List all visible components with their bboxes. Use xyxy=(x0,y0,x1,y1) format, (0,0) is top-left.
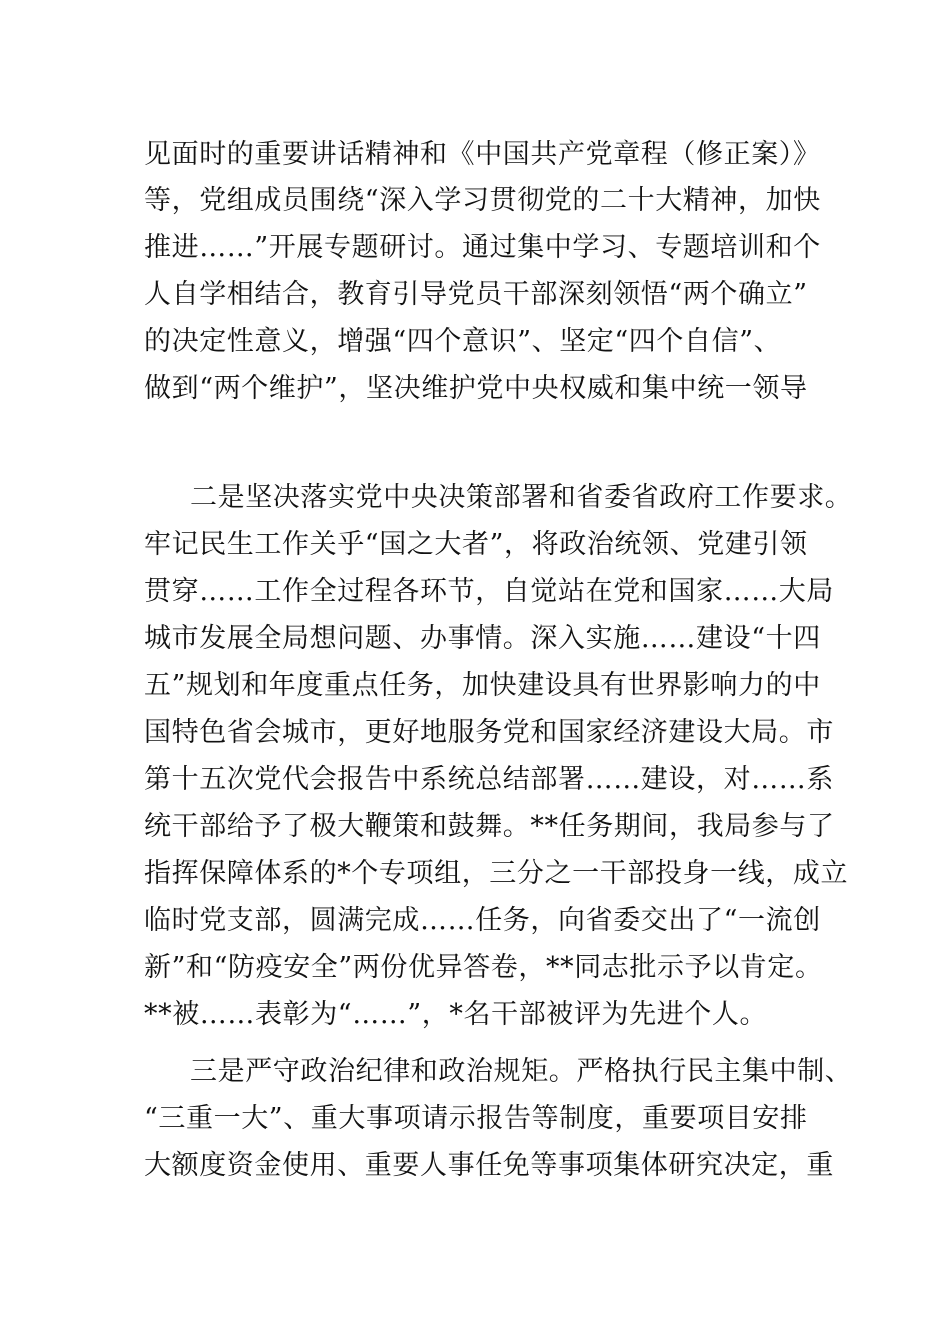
paragraph-2-line-11: 新”和“防疫安全”两份优异答卷，**同志批示予以肯定。 xyxy=(144,952,823,983)
paragraph-2-line-8: 统干部给予了极大鞭策和鼓舞。**任务期间，我局参与了 xyxy=(144,811,835,842)
paragraph-2-line-9: 指挥保障体系的*个专项组，三分之一干部投身一线，成立 xyxy=(144,858,849,889)
paragraph-2-line-1: 二是坚决落实党中央决策部署和省委省政府工作要求。 xyxy=(190,482,853,513)
paragraph-2-line-6: 国特色省会城市，更好地服务党和国家经济建设大局。市 xyxy=(144,717,834,748)
paragraph-2-line-7: 第十五次党代会报告中系统总结部署……建设，对……系 xyxy=(144,764,834,795)
paragraph-3-line-2: “三重一大”、重大事项请示报告等制度，重要项目安排 xyxy=(144,1103,808,1134)
paragraph-1-line-3: 推进……”开展专题研讨。通过集中学习、专题培训和个 xyxy=(144,232,821,263)
paragraph-2-line-3: 贯穿……工作全过程各环节，自觉站在党和国家……大局 xyxy=(144,576,834,607)
paragraph-2-line-2: 牢记民生工作关乎“国之大者”，将政治统领、党建引领 xyxy=(144,529,808,560)
paragraph-1-line-4: 人自学相结合，教育引导党员干部深刻领悟“两个确立” xyxy=(144,279,808,310)
paragraph-1-line-5: 的决定性意义，增强“四个意识”、坚定“四个自信”、 xyxy=(144,326,782,357)
paragraph-2-line-4: 城市发展全局想问题、办事情。深入实施……建设“十四 xyxy=(144,623,821,654)
paragraph-1-line-2: 等，党组成员围绕“深入学习贯彻党的二十大精神，加快 xyxy=(144,185,821,216)
paragraph-3-line-3: 大额度资金使用、重要人事任免等事项集体研究决定，重 xyxy=(144,1150,834,1181)
paragraph-1-line-1: 见面时的重要讲话精神和《中国共产党章程（修正案）》 xyxy=(144,139,821,170)
paragraph-2-line-12: **被……表彰为“……”，*名干部被评为先进个人。 xyxy=(144,999,768,1030)
paragraph-3-line-1: 三是严守政治纪律和政治规矩。严格执行民主集中制、 xyxy=(190,1056,853,1087)
paragraph-2-line-5: 五”规划和年度重点任务，加快建设具有世界影响力的中 xyxy=(144,670,821,701)
paragraph-2-line-10: 临时党支部，圆满完成……任务，向省委交出了“一流创 xyxy=(144,905,821,936)
paragraph-1-line-6: 做到“两个维护”，坚决维护党中央权威和集中统一领导 xyxy=(144,373,808,404)
